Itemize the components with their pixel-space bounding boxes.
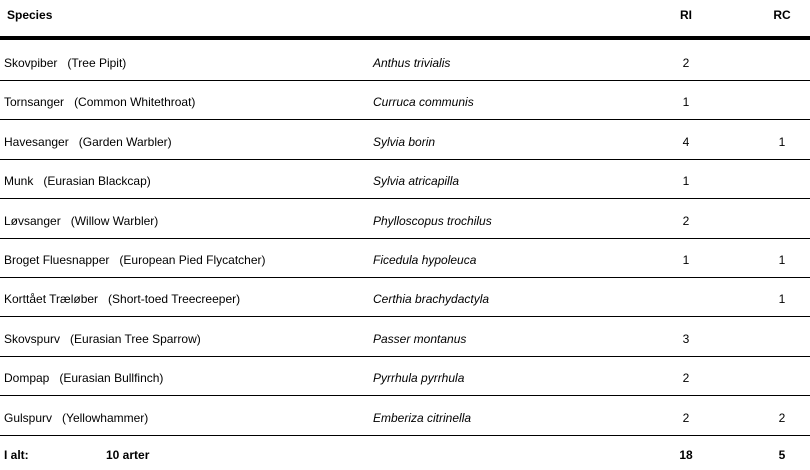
ri-value: 1 [682, 95, 690, 110]
table-row [0, 160, 810, 199]
rc-value: 1 [778, 253, 786, 267]
ri-value: 4 [682, 134, 690, 149]
common-name [4, 371, 163, 385]
species-column-header: Species [7, 8, 53, 22]
scientific-name: Passer montanus [373, 331, 467, 346]
english-name: (Yellowhammer) [62, 410, 149, 425]
rc-value: 1 [778, 292, 786, 307]
english-name: (Short-toed Treecreeper) [108, 292, 241, 307]
common-name [4, 56, 126, 70]
english-name: (Eurasian Tree Sparrow) [70, 331, 201, 346]
scientific-name: Phylloscopus trochilus [373, 213, 492, 228]
english-name: (Tree Pipit) [67, 56, 127, 70]
ri-value: 3 [682, 331, 690, 346]
ri-value: 2 [682, 56, 690, 70]
english-name: (Eurasian Bullfinch) [59, 371, 164, 386]
danish-name: Skovpiber [4, 56, 58, 70]
danish-name: Løvsanger [4, 213, 61, 228]
common-name [4, 135, 172, 149]
ri-value: 1 [682, 174, 690, 189]
common-name [4, 214, 158, 228]
table-footer [0, 437, 810, 470]
table-row [0, 200, 810, 239]
english-name: (Eurasian Blackcap) [43, 174, 151, 189]
scientific-name: Sylvia borin [373, 134, 436, 149]
table-row [0, 42, 810, 81]
common-name [4, 411, 148, 425]
danish-name: Munk [4, 174, 34, 189]
common-name [4, 332, 201, 346]
table-row [0, 81, 810, 120]
danish-name: Gulspurv [4, 410, 53, 425]
english-name: (Common Whitethroat) [74, 95, 196, 110]
table-header [0, 0, 810, 40]
table-row [0, 121, 810, 160]
scientific-name: Emberiza citrinella [373, 410, 472, 425]
ri-value: 1 [682, 253, 690, 267]
table-row [0, 318, 810, 357]
rc-value: 1 [778, 134, 786, 149]
scientific-name: Ficedula hypoleuca [373, 253, 477, 267]
table-row [0, 397, 810, 436]
common-name [4, 95, 195, 109]
danish-name: Dompap [4, 371, 50, 386]
english-name: (European Pied Flycatcher) [119, 253, 266, 267]
ri-column-header: RI [680, 8, 692, 22]
table-row [0, 278, 810, 317]
species-count: 10 arter [106, 448, 150, 462]
english-name: (Willow Warbler) [70, 213, 159, 228]
total-label: I alt: [4, 448, 29, 462]
ri-value: 2 [682, 410, 690, 425]
scientific-name: Curruca communis [373, 95, 474, 110]
common-name [4, 253, 266, 267]
scientific-name: Pyrrhula pyrrhula [373, 371, 465, 386]
rc-column-header: RC [773, 8, 791, 22]
danish-name: Skovspurv [4, 331, 61, 346]
danish-name: Broget Fluesnapper [4, 253, 110, 267]
english-name: (Garden Warbler) [78, 134, 172, 149]
table-row [0, 239, 810, 278]
rc-total: 5 [778, 448, 786, 462]
scientific-name: Anthus trivialis [373, 56, 451, 70]
common-name [4, 292, 240, 306]
table-row [0, 357, 810, 396]
rc-value: 2 [778, 410, 786, 425]
danish-name: Havesanger [4, 134, 69, 149]
scientific-name: Sylvia atricapilla [373, 174, 460, 189]
scientific-name: Certhia brachydactyla [373, 292, 490, 307]
ri-value: 2 [682, 213, 690, 228]
common-name [4, 174, 151, 188]
ri-value: 2 [682, 371, 690, 386]
danish-name: Tornsanger [4, 95, 65, 110]
danish-name: Korttået Træløber [4, 292, 99, 307]
ri-total: 18 [679, 448, 693, 462]
